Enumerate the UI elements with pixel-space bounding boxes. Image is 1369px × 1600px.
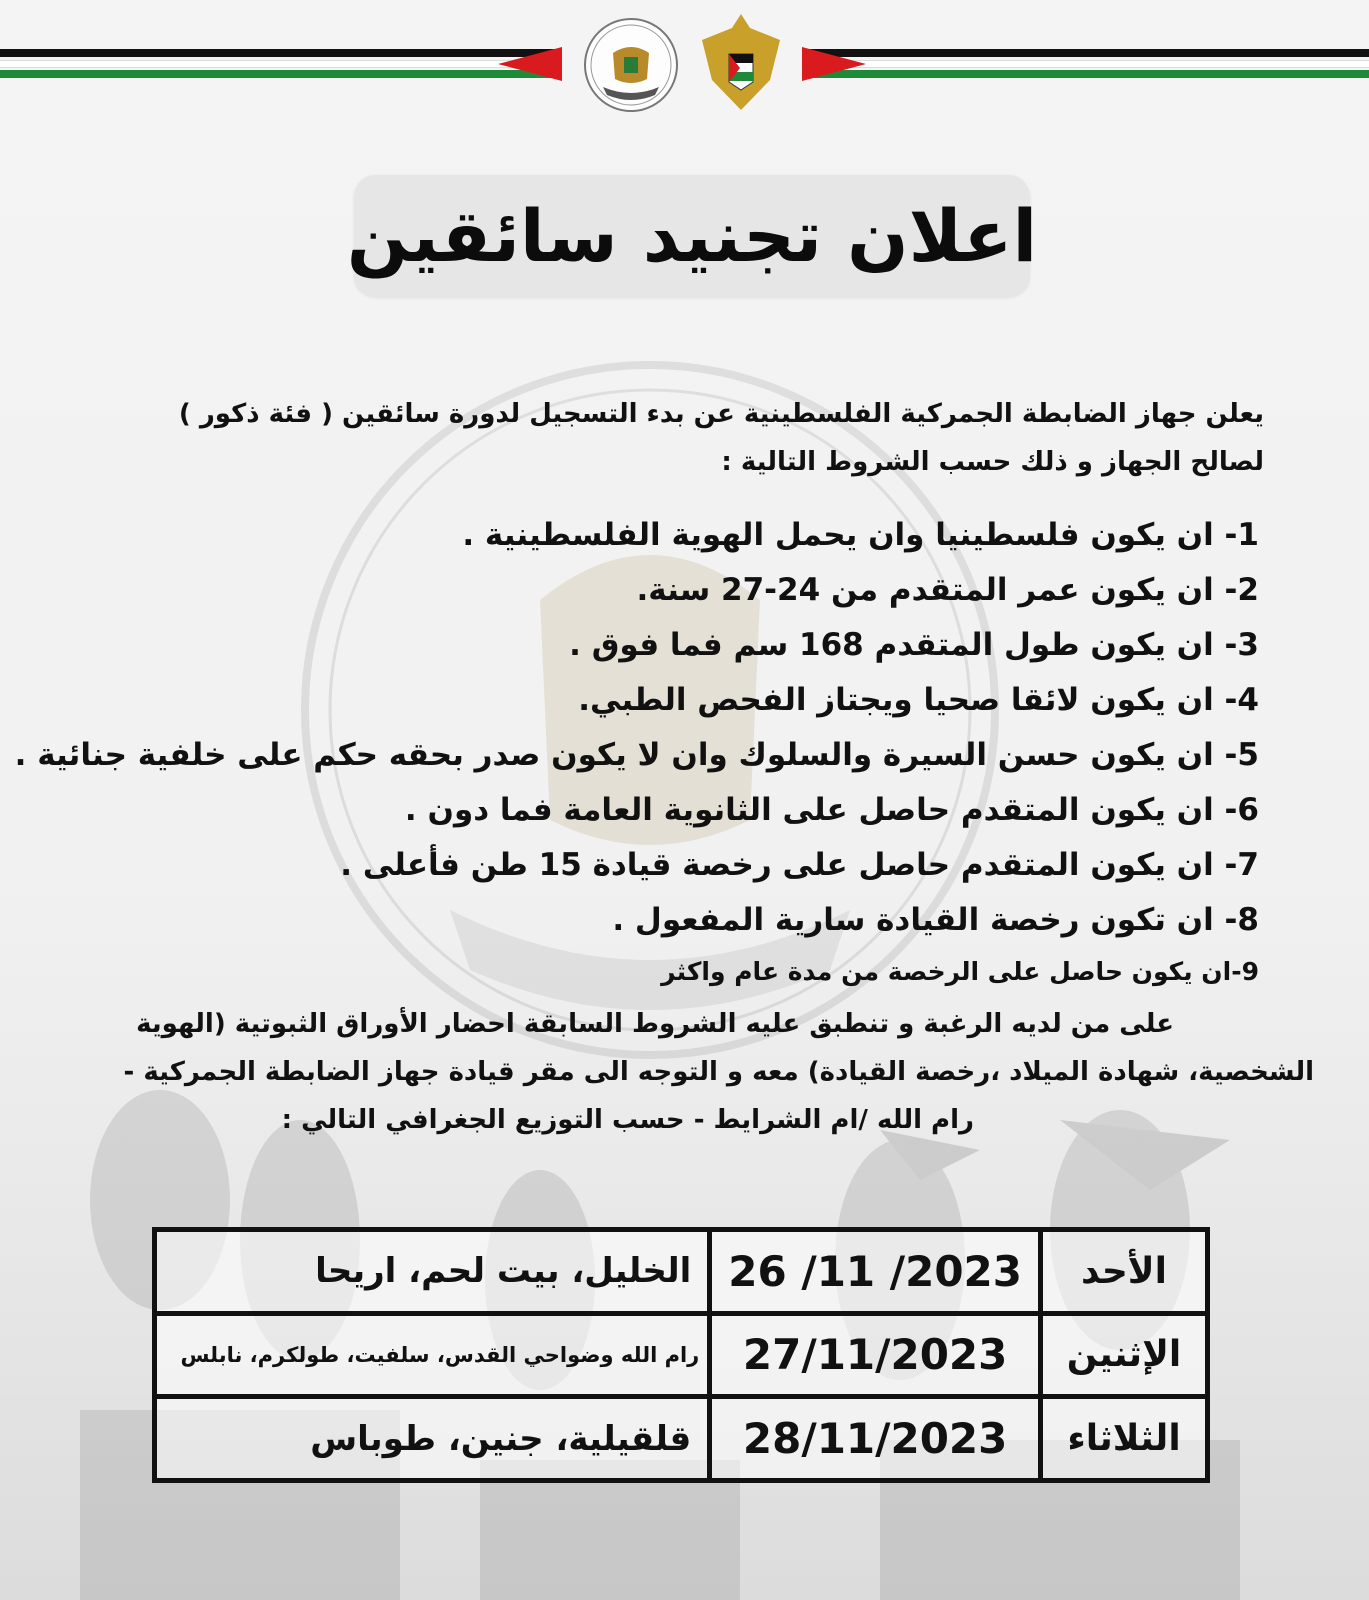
- condition-item: 3- ان يكون طول المتقدم 168 سم فما فوق .: [569, 627, 1259, 663]
- closing-line-1: على من لديه الرغبة و تنطبق عليه الشروط السابقة احضار الأوراق الثبوتية (الهوية: [136, 1009, 1174, 1039]
- condition-item: 8- ان تكون رخصة القيادة سارية المفعول .: [612, 902, 1259, 938]
- condition-item: 4- ان يكون لائقا صحيا ويجتاز الفحص الطبي.: [578, 682, 1259, 718]
- closing-line-2: الشخصية، شهادة الميلاد ،رخصة القيادة) معه و التوجه الى مقر قيادة جهاز الضابطة الجمركية -: [123, 1057, 1314, 1087]
- date-cell: 27/11/2023: [710, 1313, 1041, 1397]
- intro-line-1: يعلن جهاز الضابطة الجمركية الفلسطينية عن بدء التسجيل لدورة سائقين ( فئة ذكور ): [178, 399, 1264, 429]
- places-cell: الخليل، بيت لحم، اريحا: [155, 1230, 710, 1314]
- flag-stripe-left: [0, 47, 562, 81]
- flag-stripe-right: [802, 47, 1369, 81]
- intro-paragraph: [84, 390, 1264, 486]
- schedule-table: [152, 1227, 1210, 1483]
- intro-line-2: لصالح الجهاز و ذلك حسب الشروط التالية :: [721, 447, 1264, 477]
- condition-item: 9-ان يكون حاصل على الرخصة من مدة عام واكثر: [661, 957, 1259, 986]
- eagle-emblem-icon: [700, 10, 782, 116]
- page-title: اعلان تجنيد سائقين: [346, 194, 1038, 278]
- places-cell: رام الله وضواحي القدس، سلفيت، طولكرم، نابلس: [155, 1313, 710, 1397]
- table-row: [155, 1397, 1208, 1481]
- day-cell: الإثنين: [1041, 1313, 1208, 1397]
- condition-item: 5- ان يكون حسن السيرة والسلوك وان لا يكون صدر بحقه حكم على خلفية جنائية .: [14, 737, 1259, 773]
- condition-item: 6- ان يكون المتقدم حاصل على الثانوية العامة فما دون .: [404, 792, 1259, 828]
- closing-line-3: رام الله /ام الشرايط - حسب التوزيع الجغرافي التالي :: [281, 1105, 974, 1135]
- title-banner: [346, 175, 1038, 297]
- conditions-list: [14, 510, 1259, 998]
- places-cell: قلقيلية، جنين، طوباس: [155, 1397, 710, 1481]
- day-cell: الأحد: [1041, 1230, 1208, 1314]
- table-row: [155, 1230, 1208, 1314]
- condition-item: 1- ان يكون فلسطينيا وان يحمل الهوية الفلسطينية .: [462, 517, 1259, 553]
- date-cell: 26 /11 /2023: [710, 1230, 1041, 1314]
- condition-item: 2- ان يكون عمر المتقدم من 24-27 سنة.: [636, 572, 1259, 608]
- table-row: [155, 1313, 1208, 1397]
- condition-item: 7- ان يكون المتقدم حاصل على رخصة قيادة 15 طن فأعلى .: [340, 847, 1259, 883]
- closing-paragraph: [54, 1000, 1314, 1144]
- customs-emblem-icon: [583, 17, 679, 113]
- date-cell: 28/11/2023: [710, 1397, 1041, 1481]
- day-cell: الثلاثاء: [1041, 1397, 1208, 1481]
